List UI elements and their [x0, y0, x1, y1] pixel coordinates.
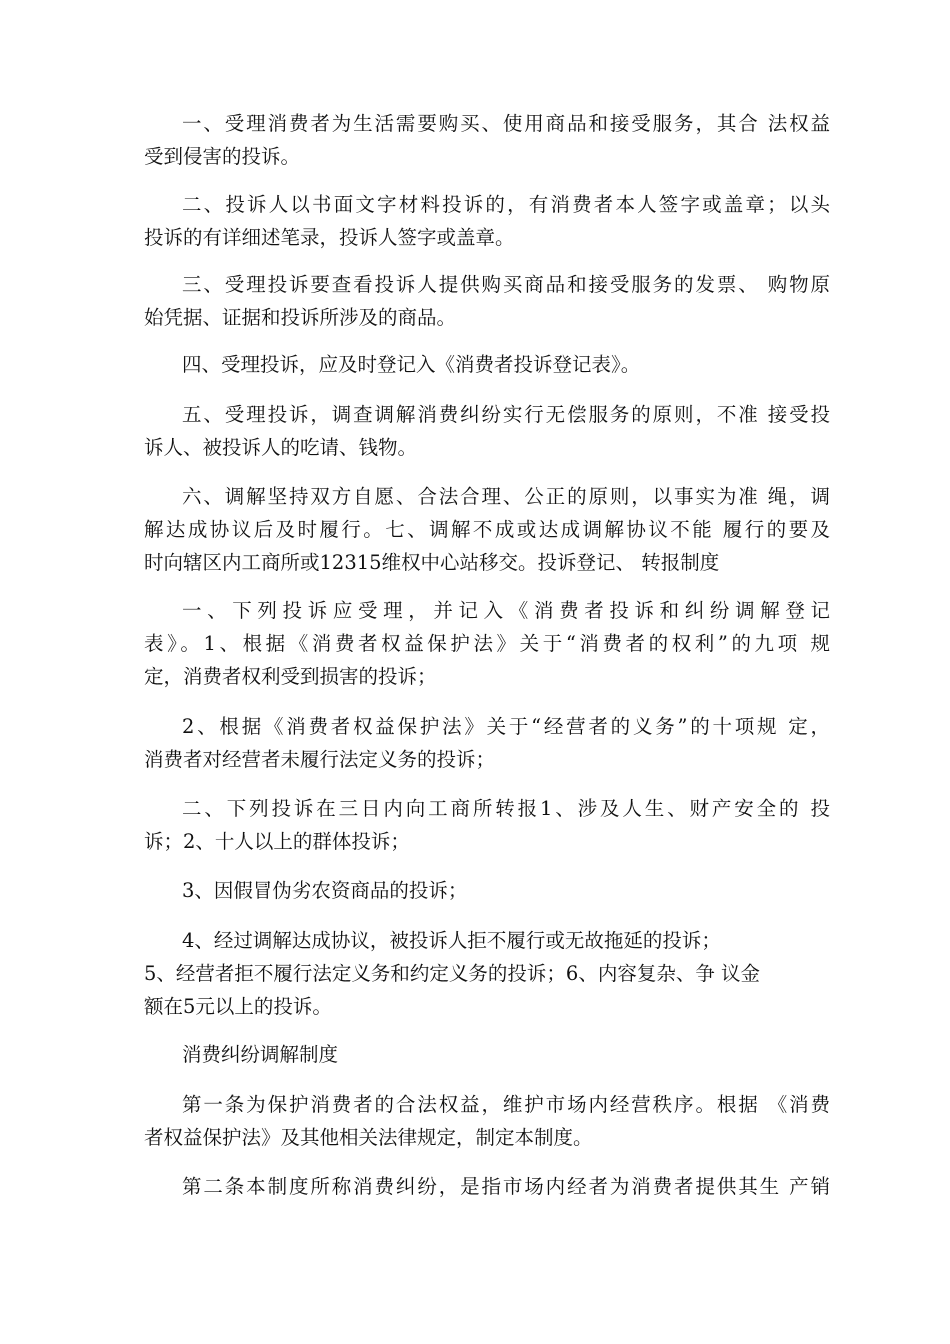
text-line: 一、受理消费者为生活需要购买、使用商品和接受服务，其合 法权益: [182, 112, 830, 135]
paragraph: [144, 710, 830, 776]
paragraph: [144, 792, 830, 858]
paragraph: [144, 188, 830, 254]
text-line: 表》。1、根据《消费者权益保护法》关于“消费者的权利”的九项 规: [144, 632, 830, 655]
paragraph: [144, 107, 830, 173]
paragraph: [144, 398, 830, 464]
text-line: 第一条为保护消费者的合法权益，维护市场内经营秩序。根据 《消费: [182, 1093, 830, 1116]
text-line: 三、受理投诉要查看投诉人提供购买商品和接受服务的发票、 购物原: [182, 273, 830, 296]
text-line: 六、调解坚持双方自愿、合法合理、公正的原则，以事实为准 绳，调: [182, 485, 830, 508]
text-line: 定，消费者权利受到损害的投诉；: [144, 665, 437, 688]
text-line: 诉；2、十人以上的群体投诉；: [144, 830, 410, 853]
text-line: 者权益保护法》及其他相关法律规定，制定本制度。: [144, 1126, 593, 1149]
text-line: 消费纠纷调解制度: [182, 1043, 339, 1066]
text-line: 二、投诉人以书面文字材料投诉的，有消费者本人签字或盖章；以头: [182, 193, 830, 216]
section-heading: [144, 1038, 830, 1071]
text-line: 五、受理投诉，调查调解消费纠纷实行无偿服务的原则，不准 接受投: [182, 403, 830, 426]
text-line: 额在5元以上的投诉。: [144, 995, 332, 1018]
text-line: 一、下列投诉应受理，并记入《消费者投诉和纠纷调解登记: [182, 599, 830, 622]
text-line: 四、受理投诉，应及时登记入《消费者投诉登记表》。: [182, 353, 641, 376]
paragraph: [144, 268, 830, 334]
text-line: 5、经营者拒不履行法定义务和约定义务的投诉；6、内容复杂、争 议金: [144, 962, 761, 985]
text-line: 诉人、被投诉人的吃请、钱物。: [144, 436, 418, 459]
text-line: 解达成协议后及时履行。七、调解不成或达成调解协议不能 履行的要及: [144, 518, 830, 541]
text-line: 受到侵害的投诉。: [144, 145, 301, 168]
text-line: 3、因假冒伪劣农资商品的投诉；: [182, 879, 468, 902]
text-line: 时向辖区内工商所或12315维权中心站移交。投诉登记、 转报制度: [144, 551, 720, 574]
text-line: 第二条本制度所称消费纠纷，是指市场内经者为消费者提供其生 产销: [182, 1175, 830, 1198]
paragraph: [144, 1088, 830, 1154]
text-line: 投诉的有详细述笔录，投诉人签字或盖章。: [144, 226, 515, 249]
text-line: 2、根据《消费者权益保护法》关于“经营者的义务”的十项规 定，: [182, 715, 830, 738]
text-line: 二、下列投诉在三日内向工商所转报1、涉及人生、财产安全的 投: [182, 797, 830, 820]
paragraph: [144, 924, 830, 1023]
text-line: 4、经过调解达成协议，被投诉人拒不履行或无故拖延的投诉；: [182, 929, 721, 952]
paragraph: [144, 1170, 830, 1203]
paragraph: [144, 348, 830, 381]
paragraph: [144, 480, 830, 579]
paragraph: [144, 874, 830, 907]
text-line: 消费者对经营者未履行法定义务的投诉；: [144, 748, 496, 771]
text-line: 始凭据、证据和投诉所涉及的商品。: [144, 306, 457, 329]
paragraph: [144, 594, 830, 693]
